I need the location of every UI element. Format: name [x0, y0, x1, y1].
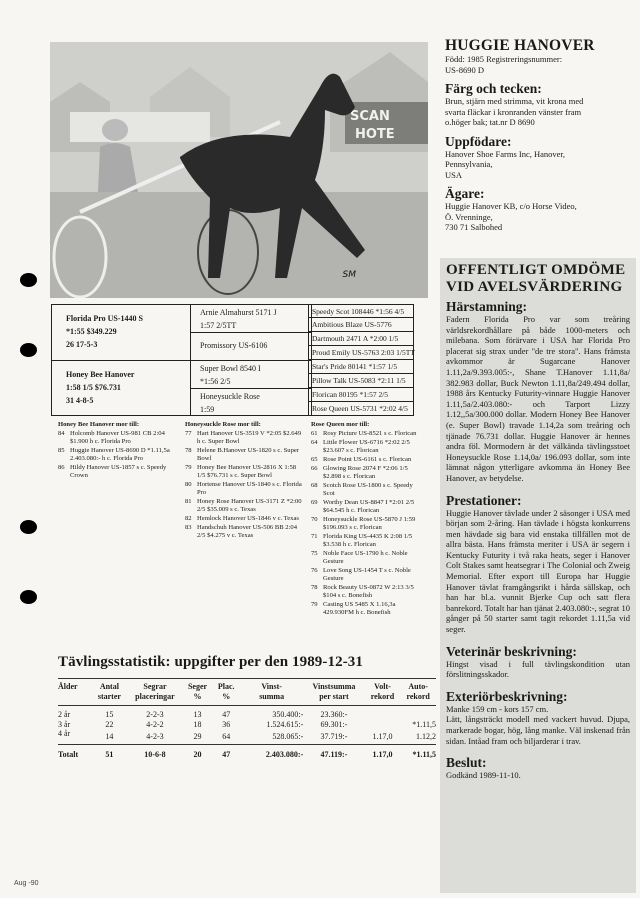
performance-text: Huggie Hanover tävlade under 2 säsonger i USA med början som 2-åring. Han tävlade i högsta konkurrens men hävdade sig bara vid enstaka tillfällen mot de allra bästa. Hans främsta meriter i USA är segern i Kentucky Futurity i två raka heats, seger i Hanover Colt Stakes samt heatsegrar i The Colonial och Zweig Memorial. Efter export till Europa har Huggie Hanover tävlat framgångsrikt i hårda sällskap, och han har bl.a. vunnit Bjerke Cup och satt flera banrekord. Totalt har han tjänat 2.403.080:-, segrat 10 gånger på 50 starter samt tagit rekordet 1.11,5a vid seger.	[446, 507, 630, 635]
offspring-text: Hortense Hanover US-1840 s c. Florida Pro	[197, 481, 302, 496]
offspring-list-title: Rose Queen mor till:	[311, 421, 370, 428]
punch-hole	[20, 520, 37, 534]
gen2-record: 1:57 2/5TT	[200, 321, 237, 330]
offspring-text: Holcomb Hanover US-981 CB 2:04 $1.900 h c. Florida Pro	[70, 430, 165, 445]
pedigree-gen2-cell	[190, 389, 311, 417]
gen2-name: Honeysuckle Rose	[200, 392, 260, 401]
breeder-line: Hanover Shoe Farms Inc, Hanover,	[445, 148, 566, 159]
gen3-cell: Speedy Scot 108446 *1:56 4/5	[308, 304, 414, 318]
pedigree-gen2-cell	[190, 305, 311, 333]
horse-info	[445, 38, 631, 233]
offspring-item	[58, 447, 178, 463]
offspring-item	[185, 498, 305, 514]
stats-total-row: Totalt 51 10-6-8 20 47 2.403.080:- 47.119:- 1.17,0 *1.11,5	[58, 744, 436, 759]
offspring-item	[311, 430, 425, 438]
section-heading-decision: Beslut:	[446, 755, 487, 771]
offspring-text: Rock Beauty US-0872 W 2:13 3/5 $104 s c. Bonefish	[323, 584, 414, 599]
gen3-cell: Rose Queen US-5731 *2:02 4/5	[308, 402, 414, 416]
owner-line: Ö. Vrenninge,	[445, 211, 493, 222]
col-auto-record: Auto- rekord	[400, 679, 436, 706]
offspring-text: Honeysuckle Rose US-5870 J 1:59 $196.093 s c. Florican	[323, 516, 416, 531]
gen3-cell: Ambitious Blaze US-5776	[308, 318, 414, 332]
pedigree-sire	[52, 305, 190, 360]
offspring-year: 66	[311, 465, 318, 472]
offspring-list-title: Honey Bee Hanover mor till:	[58, 421, 140, 428]
gen2-name: Promissory US-6106	[200, 341, 268, 350]
offspring-year: 86	[58, 464, 65, 471]
offspring-text: Honey Bee Hanover US-2816 X 1:58 1/5 $76.731 s c. Super Bowl	[197, 464, 297, 479]
offspring-item	[311, 465, 425, 481]
gen3-cell: Dartmouth 2471 A *2:00 1/5	[308, 332, 414, 346]
sire-starts: 26 17-5-3	[66, 340, 98, 349]
offspring-text: Honey Rose Hanover US-3171 Z *2:00 2/5 $35.009 s c. Texas	[197, 498, 302, 513]
offspring-year: 84	[58, 430, 65, 437]
offspring-item	[311, 439, 425, 455]
offspring-year: 79	[311, 601, 318, 608]
conformation-measure: Manke 159 cm - kors 157 cm.	[446, 703, 549, 714]
pedigree-table	[51, 304, 415, 416]
col-win-pct: Seger %	[183, 679, 213, 706]
race-stats-table	[58, 678, 436, 759]
photographer-signature: SM	[342, 270, 356, 280]
offspring-year: 85	[58, 447, 65, 454]
offspring-item	[311, 601, 425, 617]
offspring-year: 69	[311, 499, 318, 506]
owner-line: Huggie Hanover KB, c/o Horse Video,	[445, 201, 577, 211]
section-heading-breeder: Uppfödare:	[445, 133, 512, 149]
offspring-item	[311, 499, 425, 515]
offspring-year: 78	[185, 447, 192, 454]
offspring-year: 68	[311, 482, 318, 489]
pedigree-parents	[51, 304, 191, 416]
evaluation-title-2: VID AVELSVÄRDERING	[446, 279, 623, 295]
punch-hole	[20, 343, 37, 357]
offspring-item	[58, 430, 178, 446]
offspring-item	[185, 430, 305, 446]
offspring-item	[185, 524, 305, 540]
offspring-text: Noble Face US-1790 h c. Noble Gesture	[323, 550, 408, 565]
offspring-year: 79	[185, 464, 192, 471]
gen2-name: Arnie Almahurst 5171 J	[200, 308, 277, 317]
svg-text:HOTE: HOTE	[355, 127, 395, 142]
offspring-item	[185, 515, 305, 523]
offspring-item	[311, 516, 425, 532]
offspring-text: Casting US 5485 X 1.16,3a 429.930FM h c. Bonefish	[323, 601, 396, 616]
offspring-year: 65	[311, 456, 318, 463]
section-heading-veterinary: Veterinär beskrivning:	[446, 643, 577, 659]
offspring-text: Scotch Rose US-1800 s c. Speedy Scot	[323, 482, 413, 497]
offspring-text: Glowing Rose 2074 F *2:06 1/5 $2.898 s c. Florican	[323, 465, 408, 480]
col-age: Ålder	[58, 679, 92, 706]
offspring-list-honey-bee	[58, 421, 178, 481]
veterinary-text: Hingst visad i full tävlingskondition utan förslitningsskador.	[446, 658, 630, 680]
trotting-horse-illustration	[50, 42, 428, 298]
col-wins-places: Segrar placeringar	[127, 679, 183, 706]
offspring-text: Hart Hanover US-3519 V *2:05 $2.649 h c. Super Bowl	[197, 430, 302, 445]
gen3-cell: Florican 80195 *1:57 2/5	[308, 388, 414, 402]
color-line: o.höger bak; tat.nr D 8690	[445, 117, 535, 127]
section-heading-performance: Prestationer:	[446, 492, 522, 508]
offspring-text: Huggie Hanover US-8690 D *1.11,5a 2.403.080:- h c. Florida Pro	[70, 447, 170, 462]
offspring-item	[311, 482, 425, 498]
offspring-item	[311, 533, 425, 549]
gen3-cell: Pillow Talk US-5083 *2:11 1/5	[308, 374, 414, 388]
section-heading-pedigree: Härstamning:	[446, 299, 527, 314]
gen2-name: Super Bowl 8540 I	[200, 364, 261, 373]
offspring-year: 78	[311, 584, 318, 591]
pedigree-great-grandparents	[308, 304, 414, 416]
col-earnings: Vinst- summa	[240, 679, 303, 706]
pedigree-gen2-cell	[190, 333, 311, 361]
offspring-text: Florida King US-4435 K 2:08 1/5 $3.538 h c. Florican	[323, 533, 413, 548]
offspring-year: 76	[311, 567, 318, 574]
dam-name: Honey Bee Hanover	[66, 370, 135, 379]
registration-number: US-8690 D	[445, 64, 484, 75]
offspring-year: 83	[185, 524, 192, 531]
section-heading-color: Färg och tecken:	[445, 81, 542, 96]
offspring-text: Worthy Dean US-8847 I *2:01 2/5 $64.545 h c. Florican	[323, 499, 415, 514]
stats-row: 3 år 22 4-2-2 18 36 1.524.615:- 69.301:- *1.11,5	[58, 719, 436, 729]
offspring-year: 70	[311, 516, 318, 523]
offspring-text: Rosy Picture US-8521 s c. Florican	[323, 430, 417, 437]
pedigree-gen2-cell	[190, 361, 311, 389]
offspring-item	[185, 481, 305, 497]
page-footer-date: Aug -90	[14, 880, 39, 887]
breeder-line: Pennsylvania,	[445, 159, 493, 169]
col-earnings-per-start: Vinstsumma per start	[303, 679, 364, 706]
dam-record: 1:58 1/5 $76.731	[66, 383, 121, 392]
evaluation-title-1: OFFENTLIGT OMDÖME	[446, 262, 626, 278]
offspring-list-rose-queen	[311, 421, 425, 618]
offspring-item	[185, 447, 305, 463]
offspring-item	[58, 464, 178, 480]
offspring-year: 82	[185, 515, 192, 522]
birth-line: Född: 1985 Registreringsnummer:	[445, 54, 563, 64]
sire-record: *1:55 $349.229	[66, 327, 117, 336]
offspring-item	[311, 584, 425, 600]
offspring-text: Hildy Hanover US-1857 s c. Speedy Crown	[70, 464, 167, 479]
decision-text: Godkänd 1989-11-10.	[446, 770, 521, 781]
conformation-text: Lätt, långsträckt modell med vackert huvud. Djupa, markerade bogar, hög, lång manke. Väl inskenad från sidan. Intåad fram och biljarderar i trav.	[446, 714, 630, 746]
offspring-text: Hemlock Hanover US-1846 v c. Texas	[197, 515, 299, 522]
section-heading-conformation: Exteriörbeskrivning:	[446, 688, 568, 704]
pedigree-dam	[52, 360, 190, 415]
offspring-year: 71	[311, 533, 318, 540]
color-line: Brun, stjärn med strimma, vit krona med	[445, 96, 584, 106]
gen2-record: 1:59	[200, 405, 215, 414]
punch-hole	[20, 590, 37, 604]
punch-hole	[20, 273, 37, 287]
col-volt-record: Volt- rekord	[365, 679, 401, 706]
breeder-line: USA	[445, 169, 463, 180]
offspring-text: Handschuh Hanover US-506 BB 2:04 2/5 $4.275 v c. Texas	[197, 524, 297, 539]
section-heading-owner: Ägare:	[445, 186, 485, 201]
col-place-pct: Plac. %	[212, 679, 240, 706]
offspring-year: 64	[311, 439, 318, 446]
offspring-list-honeysuckle-rose	[185, 421, 305, 541]
stats-row: 2 år 15 2-2-3 13 47 350.400:- 23.360:-	[58, 710, 348, 719]
offspring-item	[311, 456, 425, 464]
sire-name: Florida Pro US-1440 S	[66, 314, 143, 323]
gen3-cell: Star's Pride 80141 *1:57 1/5	[308, 360, 414, 374]
evaluation-panel	[440, 258, 636, 893]
gen2-record: *1:56 2/5	[200, 377, 231, 386]
horse-photo	[50, 42, 428, 298]
offspring-year: 77	[185, 430, 192, 437]
stats-row: 4 år 14 4-2-3 29 64 528.065:- 37.719:- 1.17,0 1.12,2	[58, 729, 436, 741]
offspring-year: 61	[311, 430, 318, 437]
offspring-text: Rose Point US-6161 s c. Florican	[323, 456, 412, 463]
pedigree-grandparents	[190, 304, 312, 416]
gen3-cell: Proud Emily US-5763 2:03 1/5TT	[308, 346, 414, 360]
offspring-item	[185, 464, 305, 480]
pedigree-text: Fadern Florida Pro var som treåring världsrekordhållare på både 1000-meters och milebana. Som förärvare i USA har Florida Pro placerat sig strax under "de tre stora". Hans främsta avkommor är Sugarcane Hanover 1.11,2a/9.393.005:-, Shane T.Hanover 1.11,8a/ 382.983 dollar, Buck Newton 1.11,8a/249.494 dollar, 1988 års Kentucky Futurity-vinnare Huggie Hanover 1.11,5a/2.403.080:- och Tarport Lizzy 1.12,,5a/300.000 dollar. Modern Honey Bee Hanover (e. Super Bowl) travade 1.14,2a som treåring och tjänade 76.731 dollar. Huggie Hanover är hennes andra föl. Mormodern är det välkända tävlingsstoet Honeysuckle Rose 1.14,0a/ 196.093 dollar, som inte lämnat någon ytterligare avkomma än Honey Bee Hanover, av betydelse.	[446, 314, 630, 483]
offspring-item	[311, 550, 425, 566]
offspring-year: 75	[311, 550, 318, 557]
offspring-list-title: Honeysuckle Rose mor till:	[185, 421, 261, 428]
dam-starts: 31 4-8-5	[66, 396, 94, 405]
offspring-year: 80	[185, 481, 192, 488]
owner-line: 730 71 Salbohed	[445, 222, 503, 232]
color-line: svarta fläckar i kronranden vänster fram	[445, 106, 582, 117]
col-starts: Antal starter	[92, 679, 128, 706]
offspring-text: Helene B.Hanover US-1820 s c. Super Bowl	[197, 447, 299, 462]
stats-title: Tävlingsstatistik: uppgifter per den 1989-12-31	[58, 654, 363, 670]
offspring-text: Love Song US-1454 T s c. Noble Gesture	[323, 567, 411, 582]
horse-name: HUGGIE HANOVER	[445, 37, 595, 54]
stats-header-row	[58, 679, 436, 706]
offspring-text: Little Flower US-6716 *2:02 2/5 $23.607 s c. Florican	[323, 439, 410, 454]
svg-text:SCAN: SCAN	[350, 109, 390, 124]
offspring-item	[311, 567, 425, 583]
offspring-year: 81	[185, 498, 192, 505]
